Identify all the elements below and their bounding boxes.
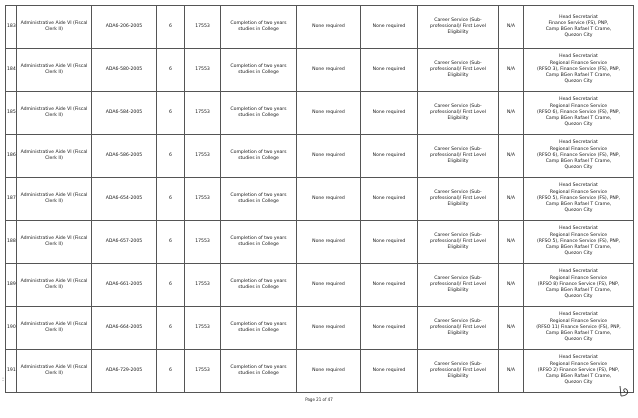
assignment-line: Head Secretariat <box>559 140 598 146</box>
table-row <box>6 264 634 307</box>
assignment-line: Quezon City <box>564 79 593 85</box>
salary-grade: 6 <box>157 49 185 92</box>
education-requirement: Completion of two years studies in College <box>221 307 297 350</box>
assignment-line: Quezon City <box>564 165 593 171</box>
competency-requirement: N/A <box>499 178 524 221</box>
assignment-line: Regional Finance Service <box>549 275 608 281</box>
row-number: 191 <box>6 350 17 393</box>
education-requirement: Completion of two years studies in College <box>221 92 297 135</box>
table-row <box>6 49 634 92</box>
place-of-assignment <box>524 264 634 307</box>
position-title: Administrative Aide VI (Fiscal Clerk II) <box>17 264 92 307</box>
eligibility-requirement: Career Service (Sub-professional)/ First Level Eligibility <box>418 6 499 49</box>
education-requirement: Completion of two years studies in College <box>221 264 297 307</box>
table-row <box>6 135 634 178</box>
assignment-line: (RFSO 6), Finance Service (FS), PNP, <box>536 109 621 115</box>
monthly-salary: 17553 <box>185 92 221 135</box>
assignment-line: Camp BGen Rafael T Crame, <box>545 245 612 251</box>
table-row <box>6 6 634 49</box>
assignment-line: (RFSO 11) Finance Service (FS), PNP, <box>536 324 621 330</box>
assignment-line: Quezon City <box>564 122 593 128</box>
place-of-assignment <box>524 135 634 178</box>
eligibility-requirement: Career Service (Sub-professional)/ First Level Eligibility <box>418 92 499 135</box>
row-number: 186 <box>6 135 17 178</box>
assignment-line: Head Secretariat <box>559 312 598 318</box>
position-title: Administrative Aide VI (Fiscal Clerk II) <box>17 49 92 92</box>
assignment-line: (RFSO 5), Finance Service (FS), PNP, <box>536 238 621 244</box>
eligibility-requirement: Career Service (Sub-professional)/ First Level Eligibility <box>418 264 499 307</box>
assignment-line: Head Secretariat <box>559 14 598 20</box>
assignment-line: Head Secretariat <box>559 226 598 232</box>
row-number: 188 <box>6 221 17 264</box>
place-of-assignment <box>524 49 634 92</box>
item-number: ADA6-206-2005 <box>92 6 157 49</box>
assignment-line: Regional Finance Service <box>549 318 608 324</box>
initials-signature <box>617 385 631 397</box>
position-title: Administrative Aide VI (Fiscal Clerk II) <box>17 6 92 49</box>
position-title: Administrative Aide VI (Fiscal Clerk II) <box>17 135 92 178</box>
eligibility-requirement: Career Service (Sub-professional)/ First Level Eligibility <box>418 221 499 264</box>
assignment-line: (RFSO 8) Finance Service (FS), PNP, <box>537 281 620 287</box>
monthly-salary: 17553 <box>185 6 221 49</box>
experience-requirement: None required <box>361 6 418 49</box>
item-number: ADA6-661-2005 <box>92 264 157 307</box>
eligibility-requirement: Career Service (Sub-professional)/ First Level Eligibility <box>418 49 499 92</box>
experience-requirement: None required <box>361 221 418 264</box>
eligibility-requirement: Career Service (Sub-professional)/ First Level Eligibility <box>418 307 499 350</box>
assignment-line: Regional Finance Service <box>549 60 608 66</box>
competency-requirement: N/A <box>499 307 524 350</box>
competency-requirement: N/A <box>499 221 524 264</box>
salary-grade: 6 <box>157 350 185 393</box>
place-of-assignment <box>524 6 634 49</box>
margin-mark: : <box>2 376 5 383</box>
experience-requirement: None required <box>361 49 418 92</box>
salary-grade: 6 <box>157 135 185 178</box>
experience-requirement: None required <box>361 178 418 221</box>
positions-table <box>5 5 634 393</box>
position-title: Administrative Aide VI (Fiscal Clerk II) <box>17 92 92 135</box>
assignment-line: Camp BGen Rafael T Crame, <box>545 202 612 208</box>
assignment-line: Head Secretariat <box>559 183 598 189</box>
place-of-assignment <box>524 92 634 135</box>
monthly-salary: 17553 <box>185 135 221 178</box>
place-of-assignment <box>524 178 634 221</box>
eligibility-requirement: Career Service (Sub-professional)/ First Level Eligibility <box>418 178 499 221</box>
item-number: ADA6-657-2005 <box>92 221 157 264</box>
table-row <box>6 307 634 350</box>
place-of-assignment <box>524 307 634 350</box>
assignment-line: Regional Finance Service <box>549 146 608 152</box>
assignment-line: Finance Service (FS), PNP, <box>548 20 609 26</box>
assignment-line: (RFSO 3), Finance Service (FS), PNP, <box>536 66 621 72</box>
assignment-line: (RFSO 2) Finance Service (FS), PNP, <box>537 367 620 373</box>
assignment-line: (RFSO 5), Finance Service (FS), PNP, <box>536 195 621 201</box>
row-number: 184 <box>6 49 17 92</box>
assignment-line: Quezon City <box>564 380 593 386</box>
assignment-line: Quezon City <box>564 251 593 257</box>
position-title: Administrative Aide VI (Fiscal Clerk II) <box>17 221 92 264</box>
eligibility-requirement: Career Service (Sub-professional)/ First Level Eligibility <box>418 135 499 178</box>
assignment-line: Camp BGen Rafael T Crame, <box>545 331 612 337</box>
item-number: ADA6-584-2005 <box>92 92 157 135</box>
assignment-line: Head Secretariat <box>559 97 598 103</box>
monthly-salary: 17553 <box>185 350 221 393</box>
row-number: 183 <box>6 6 17 49</box>
competency-requirement: N/A <box>499 49 524 92</box>
table-row <box>6 221 634 264</box>
assignment-line: Head Secretariat <box>559 355 598 361</box>
assignment-line: Quezon City <box>564 294 593 300</box>
row-number: 189 <box>6 264 17 307</box>
assignment-line: Head Secretariat <box>559 269 598 275</box>
competency-requirement: N/A <box>499 350 524 393</box>
item-number: ADA6-729-2005 <box>92 350 157 393</box>
table-row <box>6 92 634 135</box>
position-title: Administrative Aide VI (Fiscal Clerk II) <box>17 307 92 350</box>
experience-requirement: None required <box>361 135 418 178</box>
item-number: ADA6-586-2005 <box>92 135 157 178</box>
position-title: Administrative Aide VI (Fiscal Clerk II) <box>17 350 92 393</box>
assignment-line: Camp BGen Rafael T Crame, <box>545 73 612 79</box>
page-number: Page 21 of 47 <box>305 397 333 402</box>
salary-grade: 6 <box>157 178 185 221</box>
experience-requirement: None required <box>361 350 418 393</box>
training-requirement: None required <box>297 221 361 264</box>
training-requirement: None required <box>297 92 361 135</box>
education-requirement: Completion of two years studies in College <box>221 350 297 393</box>
training-requirement: None required <box>297 6 361 49</box>
monthly-salary: 17553 <box>185 49 221 92</box>
salary-grade: 6 <box>157 307 185 350</box>
education-requirement: Completion of two years studies in College <box>221 178 297 221</box>
salary-grade: 6 <box>157 264 185 307</box>
training-requirement: None required <box>297 135 361 178</box>
competency-requirement: N/A <box>499 264 524 307</box>
experience-requirement: None required <box>361 307 418 350</box>
education-requirement: Completion of two years studies in College <box>221 221 297 264</box>
competency-requirement: N/A <box>499 135 524 178</box>
assignment-line: Camp BGen Rafael T Crame, <box>545 288 612 294</box>
row-number: 187 <box>6 178 17 221</box>
eligibility-requirement: Career Service (Sub-professional)/ First Level Eligibility <box>418 350 499 393</box>
assignment-line: Head Secretariat <box>559 54 598 60</box>
competency-requirement: N/A <box>499 92 524 135</box>
education-requirement: Completion of two years studies in College <box>221 6 297 49</box>
competency-requirement: N/A <box>499 6 524 49</box>
assignment-line: Camp BGen Rafael T Crame, <box>545 159 612 165</box>
item-number: ADA6-664-2005 <box>92 307 157 350</box>
assignment-line: Regional Finance Service <box>549 189 608 195</box>
monthly-salary: 17553 <box>185 264 221 307</box>
assignment-line: (RFSO 6), Finance Service (FS), PNP, <box>536 152 621 158</box>
row-number: 185 <box>6 92 17 135</box>
position-title: Administrative Aide VI (Fiscal Clerk II) <box>17 178 92 221</box>
row-number: 190 <box>6 307 17 350</box>
item-number: ADA6-580-2005 <box>92 49 157 92</box>
salary-grade: 6 <box>157 221 185 264</box>
training-requirement: None required <box>297 49 361 92</box>
salary-grade: 6 <box>157 6 185 49</box>
place-of-assignment <box>524 221 634 264</box>
assignment-line: Camp BGen Rafael T Crame, <box>545 27 612 32</box>
monthly-salary: 17553 <box>185 221 221 264</box>
assignment-line: Quezon City <box>564 337 593 343</box>
training-requirement: None required <box>297 350 361 393</box>
assignment-line: Quezon City <box>564 208 593 214</box>
salary-grade: 6 <box>157 92 185 135</box>
experience-requirement: None required <box>361 92 418 135</box>
assignment-line: Camp BGen Rafael T Crame, <box>545 374 612 380</box>
assignment-line: Camp BGen Rafael T Crame, <box>545 116 612 122</box>
experience-requirement: None required <box>361 264 418 307</box>
item-number: ADA6-654-2005 <box>92 178 157 221</box>
monthly-salary: 17553 <box>185 307 221 350</box>
training-requirement: None required <box>297 264 361 307</box>
table-row <box>6 178 634 221</box>
training-requirement: None required <box>297 178 361 221</box>
table-body <box>6 6 634 393</box>
assignment-line: Regional Finance Service <box>549 361 608 367</box>
assignment-line: Regional Finance Service <box>549 103 608 109</box>
education-requirement: Completion of two years studies in College <box>221 49 297 92</box>
training-requirement: None required <box>297 307 361 350</box>
education-requirement: Completion of two years studies in College <box>221 135 297 178</box>
assignment-line: Quezon City <box>564 33 593 39</box>
assignment-line: Regional Finance Service <box>549 232 608 238</box>
monthly-salary: 17553 <box>185 178 221 221</box>
table-row <box>6 350 634 393</box>
